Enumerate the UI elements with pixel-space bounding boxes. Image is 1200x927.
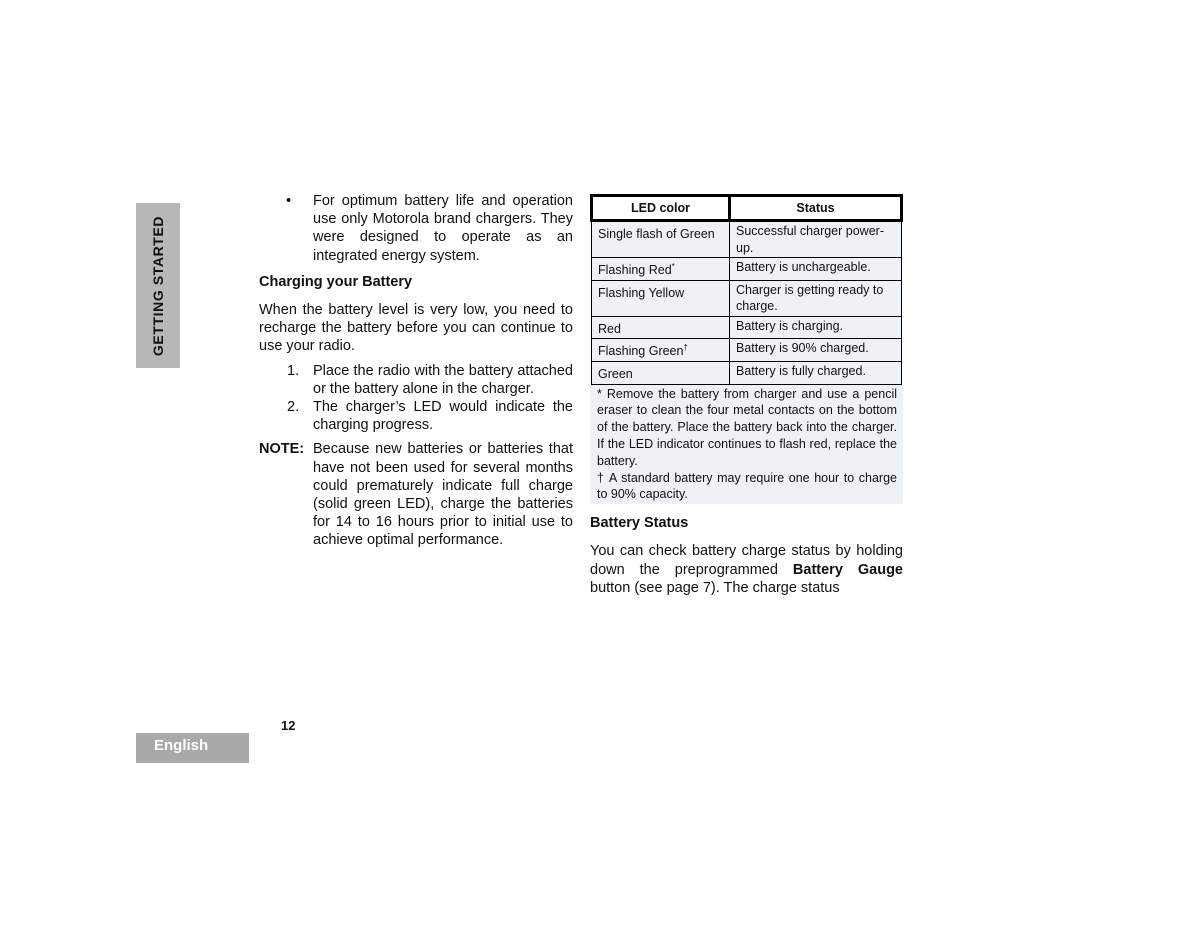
led-color-cell: Green <box>592 361 730 384</box>
table-row <box>592 339 902 362</box>
charging-heading: Charging your Battery <box>259 273 413 290</box>
step-number: 1. <box>287 362 300 379</box>
table-footnotes <box>590 385 903 505</box>
section-tab <box>136 203 180 368</box>
charging-paragraph: When the battery level is very low, you need to recharge the battery before you can continue to use your radio. <box>259 302 573 355</box>
table-row <box>592 258 902 281</box>
footnote: † A standard battery may require one hour to charge to 90% capacity. <box>597 470 897 502</box>
table-row <box>592 316 902 339</box>
page-number: 12 <box>281 718 296 733</box>
step-number: 2. <box>287 399 300 416</box>
footnote: * Remove the battery from charger and use a pencil eraser to clean the four metal contacts on the bottom of the battery. Place the battery back into the charger. If the LED indicator continues to flash red, replace the battery. <box>597 386 897 468</box>
led-color-cell: Flashing Red* <box>592 258 730 281</box>
step-item <box>259 362 573 398</box>
status-cell: Charger is getting ready to charge. <box>730 280 902 316</box>
note-label: NOTE: <box>259 441 305 458</box>
status-cell: Battery is fully charged. <box>730 361 902 384</box>
status-cell: Battery is unchargeable. <box>730 258 902 281</box>
table-row <box>592 361 902 384</box>
header-status: Status <box>730 196 902 221</box>
table-header-row <box>592 196 902 221</box>
table-row <box>592 221 902 258</box>
bullet-mark: • <box>286 193 292 209</box>
bullet-text: For optimum battery life and operation use only Motorola brand chargers. They were designed to operate as an integrated energy system. <box>313 193 573 264</box>
led-color-cell: Single flash of Green <box>592 221 730 258</box>
led-color-cell: Flashing Green† <box>592 339 730 362</box>
header-led-color: LED color <box>592 196 730 221</box>
left-column <box>259 192 573 550</box>
section-tab-label: GETTING STARTED <box>150 215 166 356</box>
battery-status-heading: Battery Status <box>590 515 689 532</box>
battery-status-paragraph: You can check battery charge status by holding down the preprogrammed Battery Gauge button (see page 7). The charge status <box>590 543 903 596</box>
bullet-item <box>259 192 573 265</box>
note-block <box>259 440 573 549</box>
language-tab: English <box>136 733 249 763</box>
status-cell: Battery is charging. <box>730 316 902 339</box>
led-color-cell: Red <box>592 316 730 339</box>
right-column <box>590 194 903 603</box>
step-text: The charger’s LED would indicate the charging progress. <box>313 399 573 434</box>
led-color-cell: Flashing Yellow <box>592 280 730 316</box>
note-text: Because new batteries or batteries that have not been used for several months could prematurely indicate full charge (solid green LED), charge the batteries for 14 to 16 hours prior to initial use to achieve optimal performance. <box>313 441 573 549</box>
step-text: Place the radio with the battery attached or the battery alone in the charger. <box>313 362 573 397</box>
status-cell: Successful charger power-up. <box>730 221 902 258</box>
step-item <box>259 398 573 434</box>
table-row <box>592 280 902 316</box>
led-status-table <box>590 194 903 385</box>
status-cell: Battery is 90% charged. <box>730 339 902 362</box>
